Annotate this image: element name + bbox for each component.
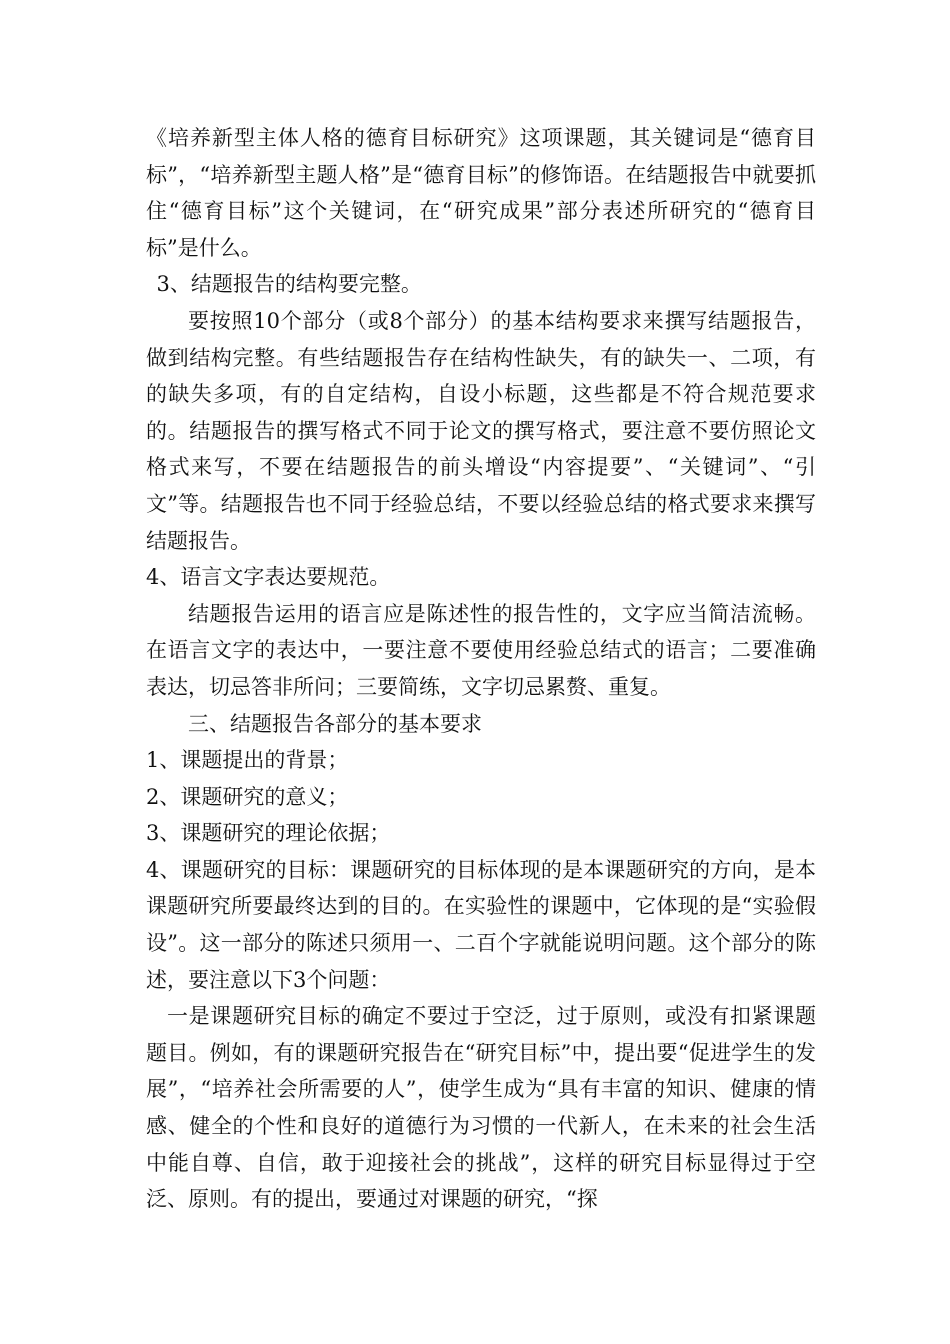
paragraph-language-requirements: 结题报告运用的语言应是陈述性的报告性的，文字应当简洁流畅。在语言文字的表达中，一要注意不要使用经验总结式的语言；二要准确表达，切忌答非所问；三要简练，文字切忌累赘、重复。 bbox=[146, 601, 816, 699]
section-heading-basic-requirements: 三、结题报告各部分的基本要求 bbox=[188, 711, 482, 736]
list-item-theoretical-basis: 3、课题研究的理论依据； bbox=[146, 821, 391, 846]
list-item-research-goals: 4、课题研究的目标：课题研究的目标体现的是本课题研究的方向，是本课题研究所要最终达到的目的。在实验性的课题中，它体现的是“实验假设”。这一部分的陈述只须用一、二百个字就能说明问题。这个部分的陈述，要注意以下3个问题： bbox=[146, 857, 816, 992]
paragraph-goal-issue-one: 一是课题研究目标的确定不要过于空泛，过于原则，或没有扣紧课题题目。例如，有的课题研究报告在“研究目标”中，提出要“促进学生的发展”，“培养社会所需要的人”，使学生成为“具有丰富的知识、健康的情感、健全的个性和良好的道德行为习惯的一代新人，在未来的社会生活中能自尊、自信，敢于迎接社会的挑战”，这样的研究目标显得过于空泛、原则。有的提出，要通过对课题的研究，“探 bbox=[146, 1004, 816, 1212]
heading-language-standard: 4、语言文字表达要规范。 bbox=[146, 565, 391, 590]
paragraph-structure-requirements: 要按照10个部分（或8个部分）的基本结构要求来撰写结题报告，做到结构完整。有些结题报告存在结构性缺失，有的缺失一、二项，有的缺失多项，有的自定结构，自设小标题，这些都是不符合规范要求的。结题报告的撰写格式不同于论文的撰写格式，要注意不要仿照论文格式来写，不要在结题报告的前头增设“内容提要”、“关键词”、“引文”等。结题报告也不同于经验总结，不要以经验总结的格式要求来撰写结题报告。 bbox=[146, 308, 816, 553]
heading-structure-complete: 3、结题报告的结构要完整。 bbox=[156, 272, 422, 297]
paragraph-keyword-example: 《培养新型主体人格的德育目标研究》这项课题，其关键词是“德育目标”，“培养新型主题人格”是“德育目标”的修饰语。在结题报告中就要抓住“德育目标”这个关键词，在“研究成果”部分表述所研究的“德育目标”是什么。 bbox=[146, 126, 816, 260]
list-item-significance: 2、课题研究的意义； bbox=[146, 784, 349, 809]
list-item-background: 1、课题提出的背景； bbox=[146, 748, 349, 773]
document-body bbox=[146, 120, 816, 1218]
